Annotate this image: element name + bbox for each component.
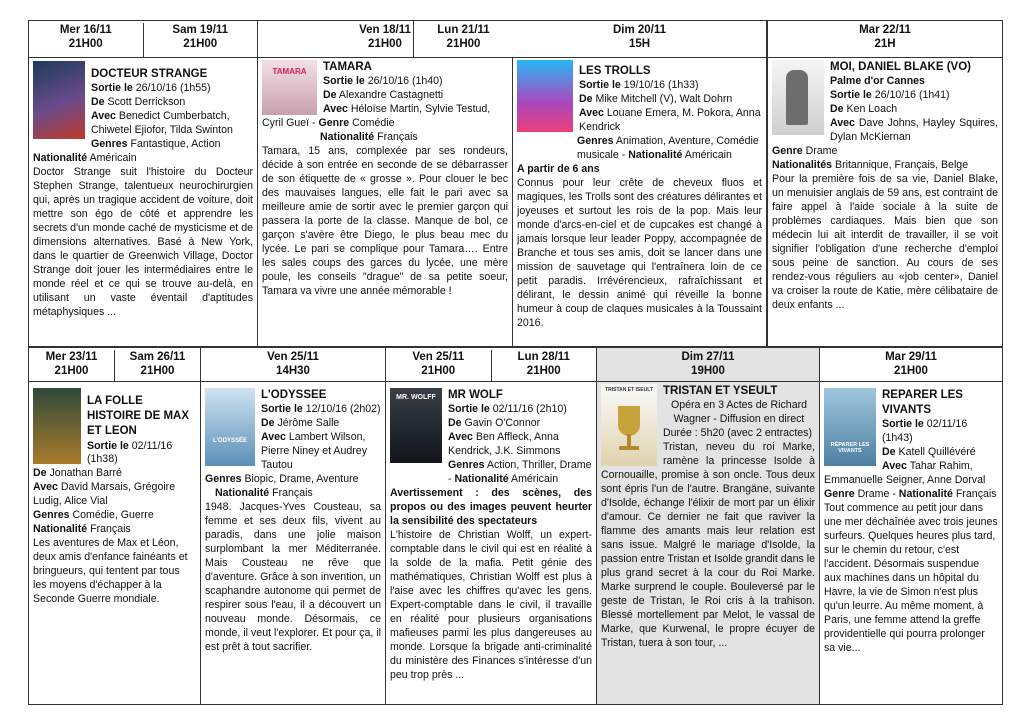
date-1: Mer 16/11 21H00 — [29, 23, 144, 57]
date-2: Lun 28/11 21H00 — [517, 351, 570, 378]
release-date: Sortie le 02/11/16 (1h43) — [882, 418, 968, 445]
synopsis: Tristan, neveu du roi Marke, ramène la princesse Isolde à Cornouaille, promise à son oncle. Tous deux sont épris l'un de l'autre. Brangäne, suivante d'Isolde, échange l'élixir de mort par un élixir d'amour. Ce dernier ne fait que raviver la flamme des amants mais leur relation est sans issue. Malgré le mariage d'Isolde, la passion entre Tristan et Isolde grandit dans le plus grand secret à la cour du Roi Marke. Marke surprend le couple. Bouleversé par le geste de Tristan, le Roi cris à la trahison. Blessé mortellement par Melot, le vassal de Marke, que Kurwenal, le propre écuyer de Tristan, tuera à son tour, ... — [601, 441, 815, 649]
poster-image — [772, 60, 824, 135]
genres: Genres Comédie, Guerre — [33, 509, 154, 522]
cast: Avec Dave Johns, Hayley Squires, Dylan McKiernan — [830, 117, 998, 144]
row-2 — [28, 347, 1003, 705]
genres: Genres Animation, Aventure, Comédie musicale - Nationalité Américain — [577, 135, 759, 162]
row-1 — [28, 20, 1003, 347]
nationalities: Nationalités Britannique, Français, Belge — [772, 158, 969, 171]
poster-image: TAMARA — [262, 60, 317, 115]
poster-image — [33, 61, 85, 139]
synopsis: L'histoire de Christian Wolff, un expert-comptable dans le civil qui est en réalité à la solde de la mafia. Petit génie des mathématiques, Christian Wolff est plus à l'aise avec les chiffres qu'avec les gens. Expert-comptable dans le civil, il travaille en réalité pour plusieurs organisations mafieuses parmi les plus dangereuses au monde. Lorsque la brigade anti-criminalité du ministère des Finances s'intéresse d'un peu trop près ... — [390, 528, 592, 681]
poster-image: MR. WOLFF — [390, 388, 442, 463]
cast: Avec David Marsais, Grégoire Ludig, Alice Vial — [33, 481, 176, 508]
synopsis: Connus pour leur crête de cheveux fluos et magiques, les Trolls sont des créatures délirantes et joyeuses et surtout les rois de la pop. Mais leur monde d'arcs-en-ciel et de cupcakes est changé à jamais lorsque leur leader Poppy, accompagnée de Branche et tous ses amis, doit se lancer dans une mission de sauvetage qui l'entraînera loin de ce petit paradis. Irrévérencieux, rafraîchissant et délirant, le dessin animé qui réveille la bonne humeur à coup de claques musicales à la Toussaint 2016. — [517, 176, 762, 329]
screening-date: Dim 20/11 15H — [513, 21, 766, 58]
film-title: TAMARA — [323, 61, 372, 73]
poster-image — [517, 60, 573, 132]
genres: Genres Action, Thriller, Drame - Nationalité Américain — [448, 459, 592, 486]
duration: Durée : 5h20 (avec 2 entractes) — [663, 427, 812, 440]
cast: Avec Benedict Cumberbatch, Chiwetel Ejiofor, Tilda Swinton — [91, 110, 233, 137]
poster-image: TRISTAN ET ISEULT — [601, 384, 657, 466]
genres: Genres Fantastique, Action — [91, 138, 221, 151]
film-title: L'ODYSSEE — [261, 389, 327, 401]
cast: Avec Héloïse Martin, Sylvie Testud, Cyril Gueï - Genre Comédie — [262, 103, 491, 130]
screening-date: Ven 25/11 14H30 — [201, 348, 385, 382]
director: De Jérôme Salle — [261, 417, 340, 430]
director: De Scott Derrickson — [91, 96, 186, 109]
release-date: Sortie le 26/10/16 (1h41) — [830, 89, 950, 102]
film-title: REPARER LES VIVANTS — [882, 389, 963, 417]
screening-date: Mar 29/11 21H00 — [820, 348, 1002, 382]
synopsis: Pour la première fois de sa vie, Daniel Blake, un menuisier anglais de 59 ans, est contraint de faire appel à l'aide sociale à la suite de problèmes cardiaques. Mais bien que son médecin lui ait interdit de travailler, il se voit signifier l'obligation d'une recherche d'emploi sous peine de sanction. Au cours de ses rendez-vous réguliers au «job center», Daniel va croiser la route de Katie, mère célibataire de deux enfants ... — [772, 172, 998, 311]
date-2: Sam 26/11 21H00 — [129, 351, 186, 378]
director: De Alexandre Castagnetti — [323, 89, 444, 102]
poster-image: L'ODYSSÉE — [205, 388, 255, 466]
cast: Avec Lambert Wilson, Pierre Niney et Audrey Tautou — [261, 431, 367, 472]
film-title: MR WOLF — [448, 389, 503, 401]
release-date: Sortie le 02/11/16 (2h10) — [448, 403, 567, 416]
date-2: Sam 19/11 21H00 — [172, 24, 229, 51]
film-cell-mr-wolf — [386, 348, 597, 704]
screening-date-lun-21: Lun 21/11 21H00 — [413, 21, 513, 58]
genre: Genre Drame — [772, 145, 838, 158]
genre: Genre Drame - Nationalité Français — [824, 488, 997, 501]
screening-dates — [29, 348, 200, 382]
synopsis: Doctor Strange suit l'histoire du Docteur Stephen Strange, talentueux neurochirurgien qui, après un tragique accident de voiture, doit mettre son égo de côté et apprendre les secrets d'un monde caché de mysticisme et de dimensions alternatives. Basé à New York, dans le quartier de Greenwich Village, Doctor Strange doit jouer les intermédiaires entre le monde réel et ce qui se trouve au-delà, en utilisant un vaste éventail d'aptitudes métaphysiques ... — [33, 165, 253, 318]
screening-date: Ven 18/11 21H00 — [258, 21, 512, 58]
screening-date: Dim 27/11 19H00 — [597, 348, 819, 382]
director: De Mike Mitchell (V), Walt Dohrn — [579, 93, 733, 106]
award: Palme d'or Cannes — [830, 75, 925, 88]
release-date: Sortie le 02/11/16 (1h38) — [87, 439, 173, 466]
director: De Katell Quillévéré — [882, 446, 976, 459]
nationality: Nationalité Français — [33, 523, 131, 536]
warning: Avertissement : des scènes, des propos ou des images peuvent heurter la sensibilité des spectateurs — [390, 486, 592, 527]
nationality: Nationalité Français — [320, 131, 418, 144]
cast: Avec Louane Emera, M. Pokora, Anna Kendrick — [579, 107, 761, 134]
film-title: LES TROLLS — [579, 65, 651, 77]
screening-dates — [386, 348, 596, 382]
date-1: Ven 25/11 21H00 — [386, 350, 492, 381]
date-1: Mer 23/11 21H00 — [29, 350, 115, 381]
screening-date: Mar 22/11 21H — [768, 21, 1002, 58]
screening-dates — [29, 21, 257, 58]
age-rating: A partir de 6 ans — [517, 162, 600, 175]
film-title: MOI, DANIEL BLAKE (VO) — [830, 61, 971, 73]
nationality: Nationalité Français — [215, 486, 313, 499]
film-cell-max-et-leon — [29, 348, 201, 704]
film-title: TRISTAN ET YSEULT — [663, 385, 778, 397]
synopsis: Les aventures de Max et Léon, deux amis d'enfance fainéants et bringueurs, qui tentent par tous les moyens d'échapper à la Seconde Guerre mondiale. — [33, 537, 188, 606]
release-date: Sortie le 26/10/16 (1h40) — [323, 75, 443, 88]
film-cell-reparer-les-vivants — [820, 348, 1002, 704]
cast: Avec Tahar Rahim, Emmanuelle Seigner, Anne Dorval — [824, 460, 986, 487]
film-cell-les-trolls — [513, 21, 767, 346]
film-title: DOCTEUR STRANGE — [91, 68, 208, 80]
director: De Gavin O'Connor — [448, 417, 541, 430]
release-date: Sortie le 12/10/16 (2h02) — [261, 403, 381, 416]
film-cell-tristan-yseult — [597, 348, 820, 704]
film-cell-odyssee — [201, 348, 386, 704]
film-cell-tamara — [258, 21, 513, 346]
film-cell-daniel-blake — [767, 21, 1002, 346]
cast: Avec Ben Affleck, Anna Kendrick, J.K. Simmons — [448, 431, 561, 458]
synopsis: 1948. Jacques-Yves Cousteau, sa femme et ses deux fils, vivent au paradis, dans une jolie maison surplombant la mer Méditerranée. Mais Cousteau ne rêve que d'aventure. Grâce à son invention, un scaphandre autonome qui permet de respirer sous l'eau, il a découvert un nouveau monde. Désormais, ce monde, il veut l'explorer. Et pour ça, il est prêt à tout sacrifier. — [205, 500, 381, 653]
genres: Genres Biopic, Drame, Aventure — [205, 473, 359, 486]
synopsis: Tamara, 15 ans, complexée par ses rondeurs, décide à son entrée en seconde de se débarrasser de son étiquette de « grosse ». Pour clouer le bec des mauvaises langues, elle fait le pari avec sa meilleure amie de sortir avec le premier garçon qui passera la porte de la classe. Manque de bol, ce garçon s'avère être Diego, le plus beau mec du lycée. Le pari se complique pour Tamara…. Entre les sales coups des garces du lycée, une mère poule, les conseils "drague" de sa petite soeur, Tamara va vivre une année mémorable ! — [262, 145, 508, 297]
film-cell-docteur-strange — [29, 21, 258, 346]
opera-info: Opéra en 3 Actes de Richard Wagner - Diffusion en direct — [670, 399, 808, 426]
nationality: Nationalité Américain — [33, 152, 137, 165]
director: De Jonathan Barré — [33, 467, 122, 480]
poster-image — [33, 388, 81, 464]
poster-image: RÉPARER LES VIVANTS — [824, 388, 876, 466]
release-date: Sortie le 19/10/16 (1h33) — [579, 79, 699, 92]
director: De Ken Loach — [830, 103, 898, 116]
release-date: Sortie le 26/10/16 (1h55) — [91, 82, 211, 95]
film-title: LA FOLLE HISTOIRE DE MAX ET LEON — [87, 395, 190, 438]
synopsis: Tout commence au petit jour dans une mer déchaînée avec trois jeunes surfeurs. Quelques heures plus tard, sur le chemin du retour, c'est l'accident. Désormais suspendue aux machines dans un hôpital du Havre, la vie de Simon n'est plus qu'un leurre. Au même moment, à Paris, une femme attend la greffe providentielle qui pourra prolonger sa vie... — [824, 502, 998, 654]
